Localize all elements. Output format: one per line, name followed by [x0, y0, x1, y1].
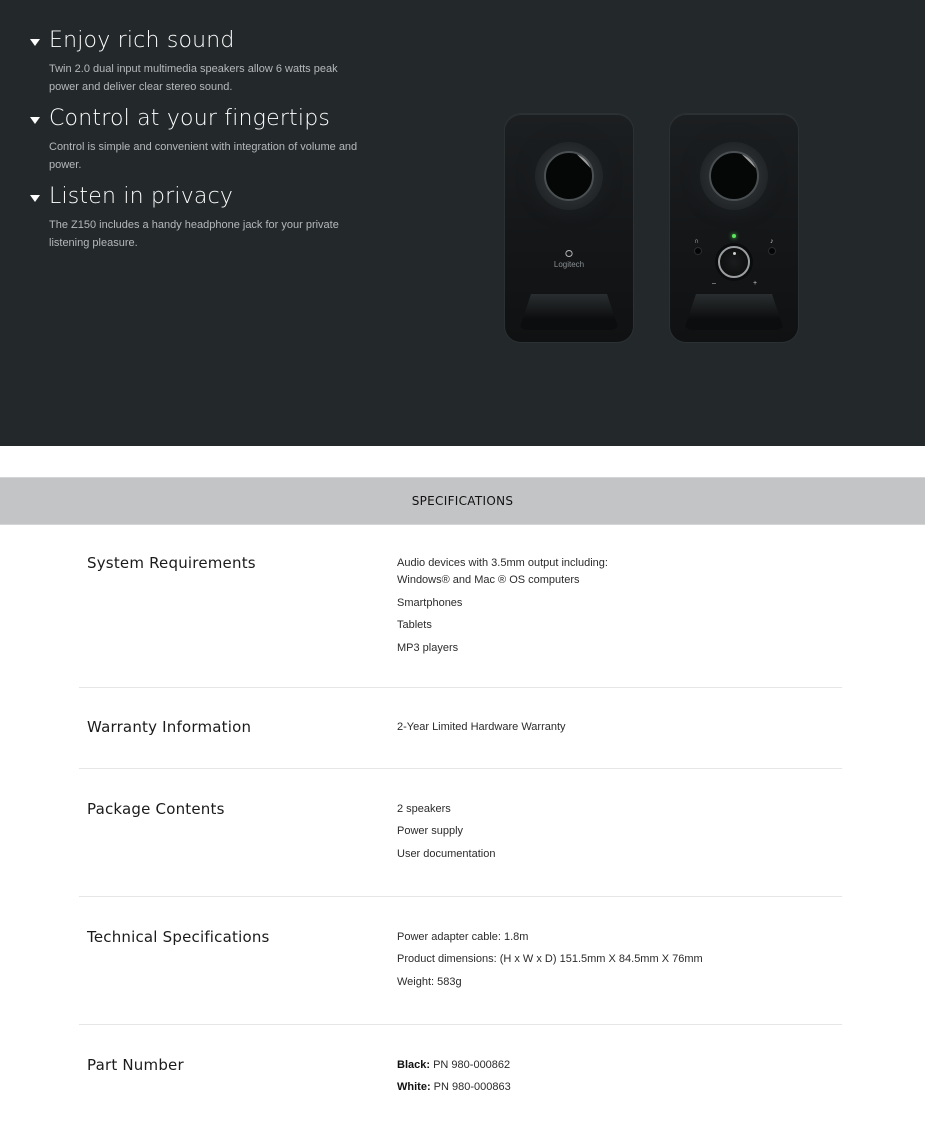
spec-key: White: — [397, 1081, 431, 1093]
spec-label: Warranty Information — [79, 717, 397, 737]
feature-title: Control at your fingertips — [49, 104, 330, 134]
specifications-header — [0, 477, 925, 525]
caret-down-icon — [30, 117, 40, 124]
section-spacer — [0, 446, 925, 477]
feature-description: The Z150 includes a handy headphone jack for your private listening pleasure. — [49, 216, 359, 252]
spec-values — [397, 799, 842, 863]
spec-value: Power adapter cable: 1.8m — [397, 929, 842, 946]
speaker-driver — [700, 142, 768, 210]
power-led-icon — [732, 234, 736, 238]
feature-title: Listen in privacy — [49, 182, 233, 212]
speaker-stand — [519, 294, 619, 330]
spec-values — [397, 717, 842, 737]
spec-value: Audio devices with 3.5mm output including: — [397, 555, 842, 572]
speaker-driver — [535, 142, 603, 210]
spec-label: System Requirements — [79, 553, 397, 657]
specifications-title: SPECIFICATIONS — [412, 494, 514, 508]
spec-value: PN 980-000862 — [433, 1059, 510, 1071]
product-image-speakers — [505, 114, 800, 344]
spec-row-part-number — [79, 1025, 842, 1136]
logitech-logo: ⭘ Logitech — [505, 250, 633, 270]
volume-plus-label: + — [753, 280, 757, 287]
spec-value: Smartphones — [397, 595, 842, 612]
spec-value-white — [397, 1079, 842, 1096]
speaker-stand — [684, 294, 784, 330]
spec-value: MP3 players — [397, 640, 842, 657]
spec-value: Product dimensions: (H x W x D) 151.5mm X 84.5mm X 76mm — [397, 951, 842, 968]
headphone-jack — [695, 248, 701, 254]
spec-row-warranty-information — [79, 688, 842, 769]
feature-list — [30, 26, 370, 260]
aux-input-jack — [769, 248, 775, 254]
spec-value-black — [397, 1057, 842, 1074]
spec-value: User documentation — [397, 846, 842, 863]
speaker-right — [670, 114, 798, 342]
spec-label: Part Number — [79, 1055, 397, 1097]
spec-values — [397, 927, 842, 991]
spec-label: Technical Specifications — [79, 927, 397, 991]
features-hero — [0, 0, 925, 446]
specifications-table — [79, 525, 842, 1136]
spec-value: Power supply — [397, 823, 842, 840]
spec-values — [397, 1055, 842, 1097]
music-note-icon: ♪ — [770, 238, 774, 245]
speaker-left — [505, 114, 633, 342]
feature-toggle-rich-sound[interactable] — [30, 26, 370, 56]
feature-toggle-privacy[interactable] — [30, 182, 370, 212]
spec-value: 2-Year Limited Hardware Warranty — [397, 719, 842, 736]
spec-value: Weight: 583g — [397, 974, 842, 991]
feature-description: Twin 2.0 dual input multimedia speakers allow 6 watts peak power and deliver clear stereo sound. — [49, 60, 359, 96]
feature-description: Control is simple and convenient with integration of volume and power. — [49, 138, 359, 174]
caret-down-icon — [30, 39, 40, 46]
feature-item-rich-sound — [30, 26, 370, 96]
spec-row-package-contents — [79, 769, 842, 897]
spec-row-system-requirements — [79, 525, 842, 688]
spec-value: 2 speakers — [397, 801, 842, 818]
feature-title: Enjoy rich sound — [49, 26, 235, 56]
spec-value: Tablets — [397, 617, 842, 634]
feature-item-privacy — [30, 182, 370, 252]
spec-key: Black: — [397, 1059, 430, 1071]
volume-knob-icon — [718, 246, 750, 278]
spec-values — [397, 553, 842, 657]
spec-label: Package Contents — [79, 799, 397, 863]
spec-value: PN 980-000863 — [434, 1081, 511, 1093]
spec-row-technical-specifications — [79, 897, 842, 1025]
feature-item-control — [30, 104, 370, 174]
volume-minus-label: – — [712, 280, 716, 287]
headphone-icon: ∩ — [694, 238, 699, 245]
caret-down-icon — [30, 195, 40, 202]
spec-value: Windows® and Mac ® OS computers — [397, 572, 842, 589]
feature-toggle-control[interactable] — [30, 104, 370, 134]
logitech-g-icon: ⭘ — [505, 250, 633, 260]
